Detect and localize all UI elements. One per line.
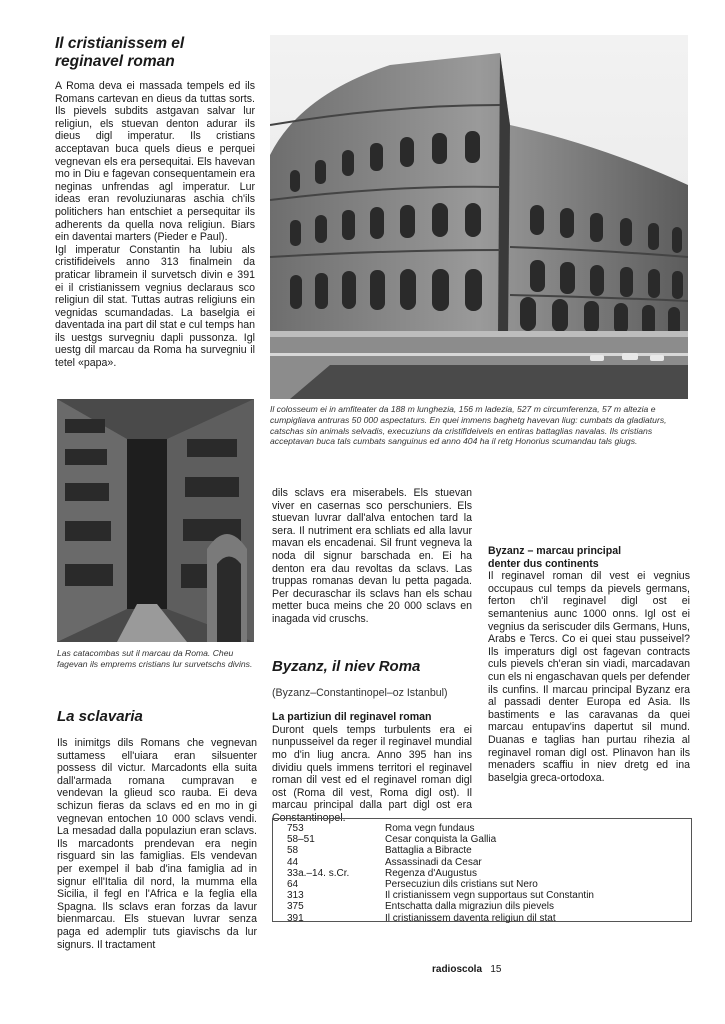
timeline-row bbox=[287, 857, 691, 868]
timeline-row bbox=[287, 901, 691, 912]
colosseum-caption: Il colosseum ei in amfiteater da 188 m lunghezia, 156 m ladezia, 527 m circumferenza, 57 m altezia e cumpigliava antruras 50 000 aspectaturs. En quei immens baghetg havevan liug: cumbats da gladiaturs, catschas sin animals selvadis, execuziuns da cristifideivels en entiras battaglias navalas. Ils cristians acceptavan buca tals cumbats sanguinus ed anno 404 ha il retg Honorius scumandau tals giugs. bbox=[270, 404, 667, 447]
timeline-date: 391 bbox=[287, 912, 304, 924]
timeline-row bbox=[287, 890, 691, 901]
timeline-date: 58 bbox=[287, 845, 299, 857]
timeline-row bbox=[287, 913, 691, 924]
catacomb-caption: Las catacombas sut il marcau da Roma. Cheu fagevan ils emprems cristians lur survetschs divins. bbox=[57, 648, 253, 669]
timeline-date: 753 bbox=[287, 823, 304, 834]
timeline-date: 33a.–14. s.Cr. bbox=[287, 867, 350, 879]
timeline-row bbox=[287, 834, 691, 845]
magazine-name: radioscola bbox=[432, 964, 483, 975]
timeline-row bbox=[287, 868, 691, 879]
byzanz-body-1: Duront quels temps turbulents era ei nunpusseivel da reger il reginavel mundial mo d'in liug ancra. Anno 395 han ins dividiu quels immens territori el reginavel roman dil vest ed el reginavel roman digl ost (Roma dil vest, Roma digl ost). Il marcau principal dalla part digl ost era Constantinopel. bbox=[272, 723, 472, 824]
timeline-event: Il cristianissem vegn supportaus sut Constantin bbox=[385, 890, 594, 902]
byzanz-title: Byzanz, il niev Roma bbox=[272, 657, 421, 675]
timeline-date: 64 bbox=[287, 879, 299, 891]
column-right bbox=[488, 487, 690, 784]
section-slavery bbox=[57, 708, 257, 951]
article-christianity bbox=[55, 35, 255, 370]
timeline-row bbox=[287, 879, 691, 890]
article-body-2: Igl imperatur Constantin ha lubiu als cristifideivels anno 313 finalmein da praticar libramein il survetsch divin e 391 ei il cristianissem vegnius declaraus sco religiun dil stat. Tuttas autras religiuns ein vegnidas scumandadas. La baselgia ei daventada ina part dil stat e cul temps han ils uestgs survegniu dapli pussonza. Igl uestg dil marcau da Roma ha survegniu il tetel «papa». bbox=[55, 243, 255, 370]
timeline-box bbox=[272, 818, 692, 922]
timeline-event: Entschatta dalla migraziun dils pievels bbox=[385, 901, 554, 913]
colosseum-image bbox=[270, 35, 688, 399]
timeline-row bbox=[287, 823, 691, 834]
colosseum-photo bbox=[270, 35, 688, 399]
timeline-event: Il cristianissem daventa religiun dil stat bbox=[385, 912, 556, 924]
timeline-date: 58–51 bbox=[287, 834, 315, 846]
timeline-event: Persecuziun dils cristians sut Nero bbox=[385, 879, 538, 891]
column-middle bbox=[272, 487, 472, 824]
byzanz-body-2: Il reginavel roman dil vest ei vegnius occupaus cul temps da pievels germans, ferton ch'il reginavel digl ost ei semantenius aunc 1000 onns. Igl ost ei vegnius da seriscuder dils Germans, Huns, Arabs e Tercs. Co ei quei stau pusseivel? Ils imperaturs digl ost fagevan contracts culs pievels ch'eran sin viadi, marcadavan cun els ni engaschavan quels per defender ils cunfins. Il marcau principal Byzanz era al passadi denter Europa ed Asia. Ils bastiments e las caravanas da quei marcau entupav'ins dapertut sil mund. Duanas e taglias han purtau rihezia al reginavel roman digl ost. Plinavon han ils menaders scaffiu in niev dretg ed ina baselgia greca-ortodoxa. bbox=[488, 570, 691, 784]
spacer bbox=[488, 487, 690, 545]
article-title: Il cristianissem el reginavel roman bbox=[55, 35, 185, 70]
timeline-event: Roma vegn fundaus bbox=[385, 823, 475, 834]
timeline-row bbox=[287, 845, 691, 856]
timeline-date: 375 bbox=[287, 901, 304, 913]
catacomb-photo bbox=[57, 399, 254, 642]
byzanz-subheading-partition: La partiziun dil reginavel roman bbox=[272, 711, 432, 724]
timeline-date: 313 bbox=[287, 890, 304, 902]
page-number: 15 bbox=[490, 964, 502, 975]
slavery-body: Ils inimitgs dils Romans che vegnevan suttamess ell'uiara eran silsuenter possess dil victur. Marcadonts ella suita dall'armada romana cumpravan e vendevan la glieud sco rauba. Ei deva schizun fieras da sclavs ed en mo in gi vegnevan entochen 10 000 sclavs vendi. La mesadad dalla populaziun eran sclavs. Ils marcadonts prendevan era negin risguard sin las famiglias. Els vendevan per exempel il bab d'ina famiglia ad in signur ell'Italia dil nord, la mumma ella Sicilia, il fegl en l'Africa e la feglia ella Spagna. Ils sclavs eran forzas da lavur bienmarcau. Els stuevan luvrar senza paga ed ademplir tuts giavischs da lur signurs. Il tractament bbox=[57, 737, 257, 951]
byzanz-subheading-capital: Byzanz – marcau principal denter dus continents bbox=[488, 545, 622, 570]
timeline-event: Battaglia a Bibracte bbox=[385, 845, 472, 857]
article-body: A Roma deva ei massada tempels ed ils Romans cartevan en dieus da tuttas sorts. Ils pievels subdits astgavan salvar lur religiun, els stuevan denton adurar ils dieus digl imperatur. Ils cristians acceptavan buca quels dieus e perquei vegnevan els era persequitai. Els havevan mo in Diu e fagevan consequentamein era neginas unfrendas agl imperatur. Lur ideas eran revoluziunaras aschia ch'ils politichers han entschiet a persequitar ils adherents da quella nova religiun. Biars ein daventai marters (Pieder e Paul). bbox=[55, 80, 255, 244]
catacomb-image bbox=[57, 399, 254, 642]
timeline-event: Assassinadi da Cesar bbox=[385, 856, 482, 868]
timeline-event: Cesar conquista la Gallia bbox=[385, 834, 497, 846]
page-footer bbox=[432, 964, 502, 975]
timeline-date: 44 bbox=[287, 856, 299, 868]
slavery-title: La sclavaria bbox=[57, 708, 143, 725]
byzanz-subtitle: (Byzanz–Constantinopel–oz Istanbul) bbox=[272, 686, 448, 699]
slavery-body-continued: dils sclavs era miserabels. Els stuevan viver en casernas sco perschuniers. Els stuevan luvrar dall'alva entochen tard la sera. Il nutriment era schliats ed alla lavur mavan els encadenai. Sil frunt vegneva la noda dil signur barschada en. Ei ha denton era dau revoltas da sclavs. Las truppas romanas devan lu petta pagada. Per decuraschar ils sclavs han els schau metter buca meins che 20 000 sclavs en inagada vid cruschs. bbox=[272, 487, 472, 625]
timeline-event: Regenza d'Augustus bbox=[385, 867, 477, 879]
